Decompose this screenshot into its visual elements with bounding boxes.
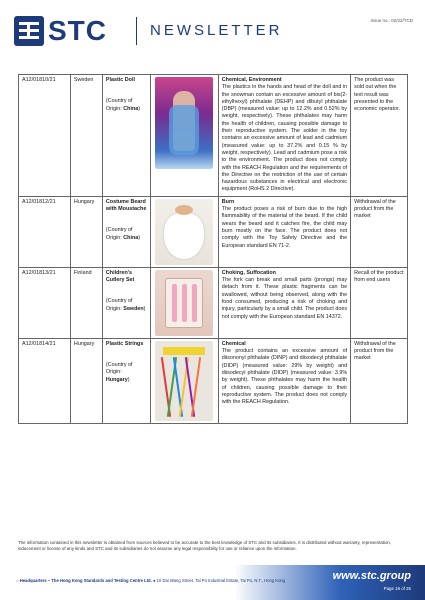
hq-address: 10 Dai Wang Street, Tai Po Industrial Estate, Tai Po, N.T., Hong Kong (155, 578, 286, 583)
reference-number: A12/01814/21 (22, 340, 56, 347)
risk-description: The product poses a risk of burn due to the high flammability of the material of the beard. If the child wears the beard and it catches fire, the child may burn mostly on the face. The product does not comply with the Toy Safety Directive and the European standard EN 71-2. (221, 206, 348, 249)
reference-number: A12/01812/21 (22, 198, 56, 205)
product-name: Plastic Doll (105, 77, 135, 83)
product-recall-table (18, 74, 408, 424)
doll-image (155, 77, 213, 169)
origin-value: Sweden (123, 305, 144, 312)
reference-cell (19, 267, 71, 338)
table-row (19, 196, 408, 267)
hq-company: – The Hong Kong Standards and Testing Centre Ltd. (46, 578, 152, 583)
reference-number: A12/01813/21 (22, 269, 56, 276)
country-of-origin (106, 362, 147, 384)
measure-cell (351, 196, 408, 267)
notifying-country: Finland (73, 269, 92, 276)
table-row (19, 338, 408, 423)
image-cell (150, 196, 218, 267)
header-divider (136, 17, 137, 45)
logo-text: STC (48, 15, 107, 46)
risk-type: Choking, Suffocation (221, 269, 276, 276)
risk-description: The plastics in the hands and head of the doll and in the snowman contain an excessive amount of bis(2-ethylhexyl) phthalate (DEHP) and dibutyl phthalate (DBP) (measured value: up to 12.2% and 0.52% by weight, respectively). These phthalates may harm the health of children, causing possible damage to their reproductive system. The solder in the toy contains an excessive amount of lead and cadmium (measured value: up to 37.2% and 0.15 % by weight, respectively). Lead and cadmium pose a risk to the environment. The product does not comply with the REACH Regulation and the requirements of the Directive on the restriction of the use of certain hazardous substances in electrical and electronic equipment (RoHS 2 Directive). (221, 84, 348, 193)
image-cell (150, 338, 218, 423)
reference-cell (19, 75, 71, 197)
risk-cell (218, 75, 350, 197)
country-of-origin (106, 98, 147, 113)
home-icon: ⌂ (16, 578, 19, 583)
measures-taken: Withdrawal of the product from the market (354, 198, 396, 220)
notifying-country: Sweden (73, 77, 94, 83)
product-cell (102, 75, 150, 197)
product-name: Children's Cutlery Set (105, 269, 135, 284)
cutlery-image (155, 270, 213, 336)
product-cell (102, 196, 150, 267)
risk-cell (218, 196, 350, 267)
measure-cell (351, 75, 408, 197)
risk-description: The product contains an excessive amount of diisononyl phthalate (DINP) and diisodecyl phthalate (DIDP) (measured value: 29% by weight) and diisodecyl phthalate (DIDP) (measured value: 3.9% by weight). These phthalates may harm the health of children, causing possible damage to their reproductive system. The product does not comply with the REACH Regulation. (221, 348, 348, 406)
measures-taken: Recall of the product from end users (354, 269, 404, 284)
stc-logo (14, 16, 120, 46)
hq-label: Headquarters (19, 578, 47, 583)
origin-value: China (123, 105, 139, 112)
country-of-origin (106, 298, 147, 313)
image-cell (150, 267, 218, 338)
country-cell (70, 267, 102, 338)
product-cell (102, 267, 150, 338)
product-name: Costume Beard with Moustache (105, 198, 147, 213)
notifying-country: Hungary (73, 340, 95, 347)
location-pin-icon: ● (152, 578, 156, 583)
product-name: Plastic Strings (105, 340, 144, 347)
reference-number: A12/01810/21 (22, 77, 56, 83)
origin-close: ) (138, 234, 141, 241)
website-link[interactable]: www.stc.group (332, 570, 411, 582)
origin-value: China (123, 234, 139, 241)
disclaimer: The information contained in this newsletter is obtained from sources believed to be accurate to the best knowledge of STC and its subsidiaries. It is distributed without warranty, representation, inducement or license of any kinds and STC and its subsidiaries do not assume any legal responsibility for use or reliance upon the information. (18, 540, 392, 551)
stc-logo-mark-icon (14, 16, 44, 46)
beard-image (155, 199, 213, 265)
measure-cell (351, 267, 408, 338)
origin-close: ) (127, 376, 130, 383)
reference-cell (19, 196, 71, 267)
measures-taken: Withdrawal of the product from the market (354, 340, 396, 362)
origin-label: (Country of Origin: (105, 362, 133, 376)
table-row (19, 75, 408, 197)
risk-type: Burn (221, 198, 235, 205)
country-cell (70, 338, 102, 423)
origin-label: (Country of Origin: (105, 98, 133, 112)
risk-cell (218, 267, 350, 338)
issue-number: Issue no.: 02/22/TCD (370, 18, 413, 23)
page-header (0, 0, 425, 60)
origin-value: Hungary (105, 376, 128, 383)
country-of-origin (106, 227, 147, 242)
notifying-country: Hungary (73, 198, 95, 205)
risk-type: Chemical (221, 340, 246, 347)
country-cell (70, 196, 102, 267)
country-cell (70, 75, 102, 197)
risk-cell (218, 338, 350, 423)
image-cell (150, 75, 218, 197)
measures-taken: The product was sold out when the text result was presented to the economic operator. (354, 77, 400, 113)
headquarters-line (16, 578, 285, 583)
product-cell (102, 338, 150, 423)
strings-image (155, 341, 213, 421)
origin-label: (Country of Origin: (105, 298, 133, 312)
newsletter-title: NEWSLETTER (150, 22, 283, 39)
table-row (19, 267, 408, 338)
risk-type: Chemical, Environment (221, 77, 282, 83)
reference-cell (19, 338, 71, 423)
measure-cell (351, 338, 408, 423)
risk-description: The fork can break and small parts (prongs) may detach from it. These plastic fragments can be swallowed, without being observed, along with the food consumed, producing a risk of choking and injury, particularly by a small child. The product does not comply with the European standard EN 14372. (221, 277, 348, 320)
origin-close: ) (143, 305, 146, 312)
page-number: Page 16 of 26 (383, 586, 411, 591)
origin-label: (Country of Origin: (105, 227, 133, 241)
origin-close: ) (138, 105, 141, 112)
